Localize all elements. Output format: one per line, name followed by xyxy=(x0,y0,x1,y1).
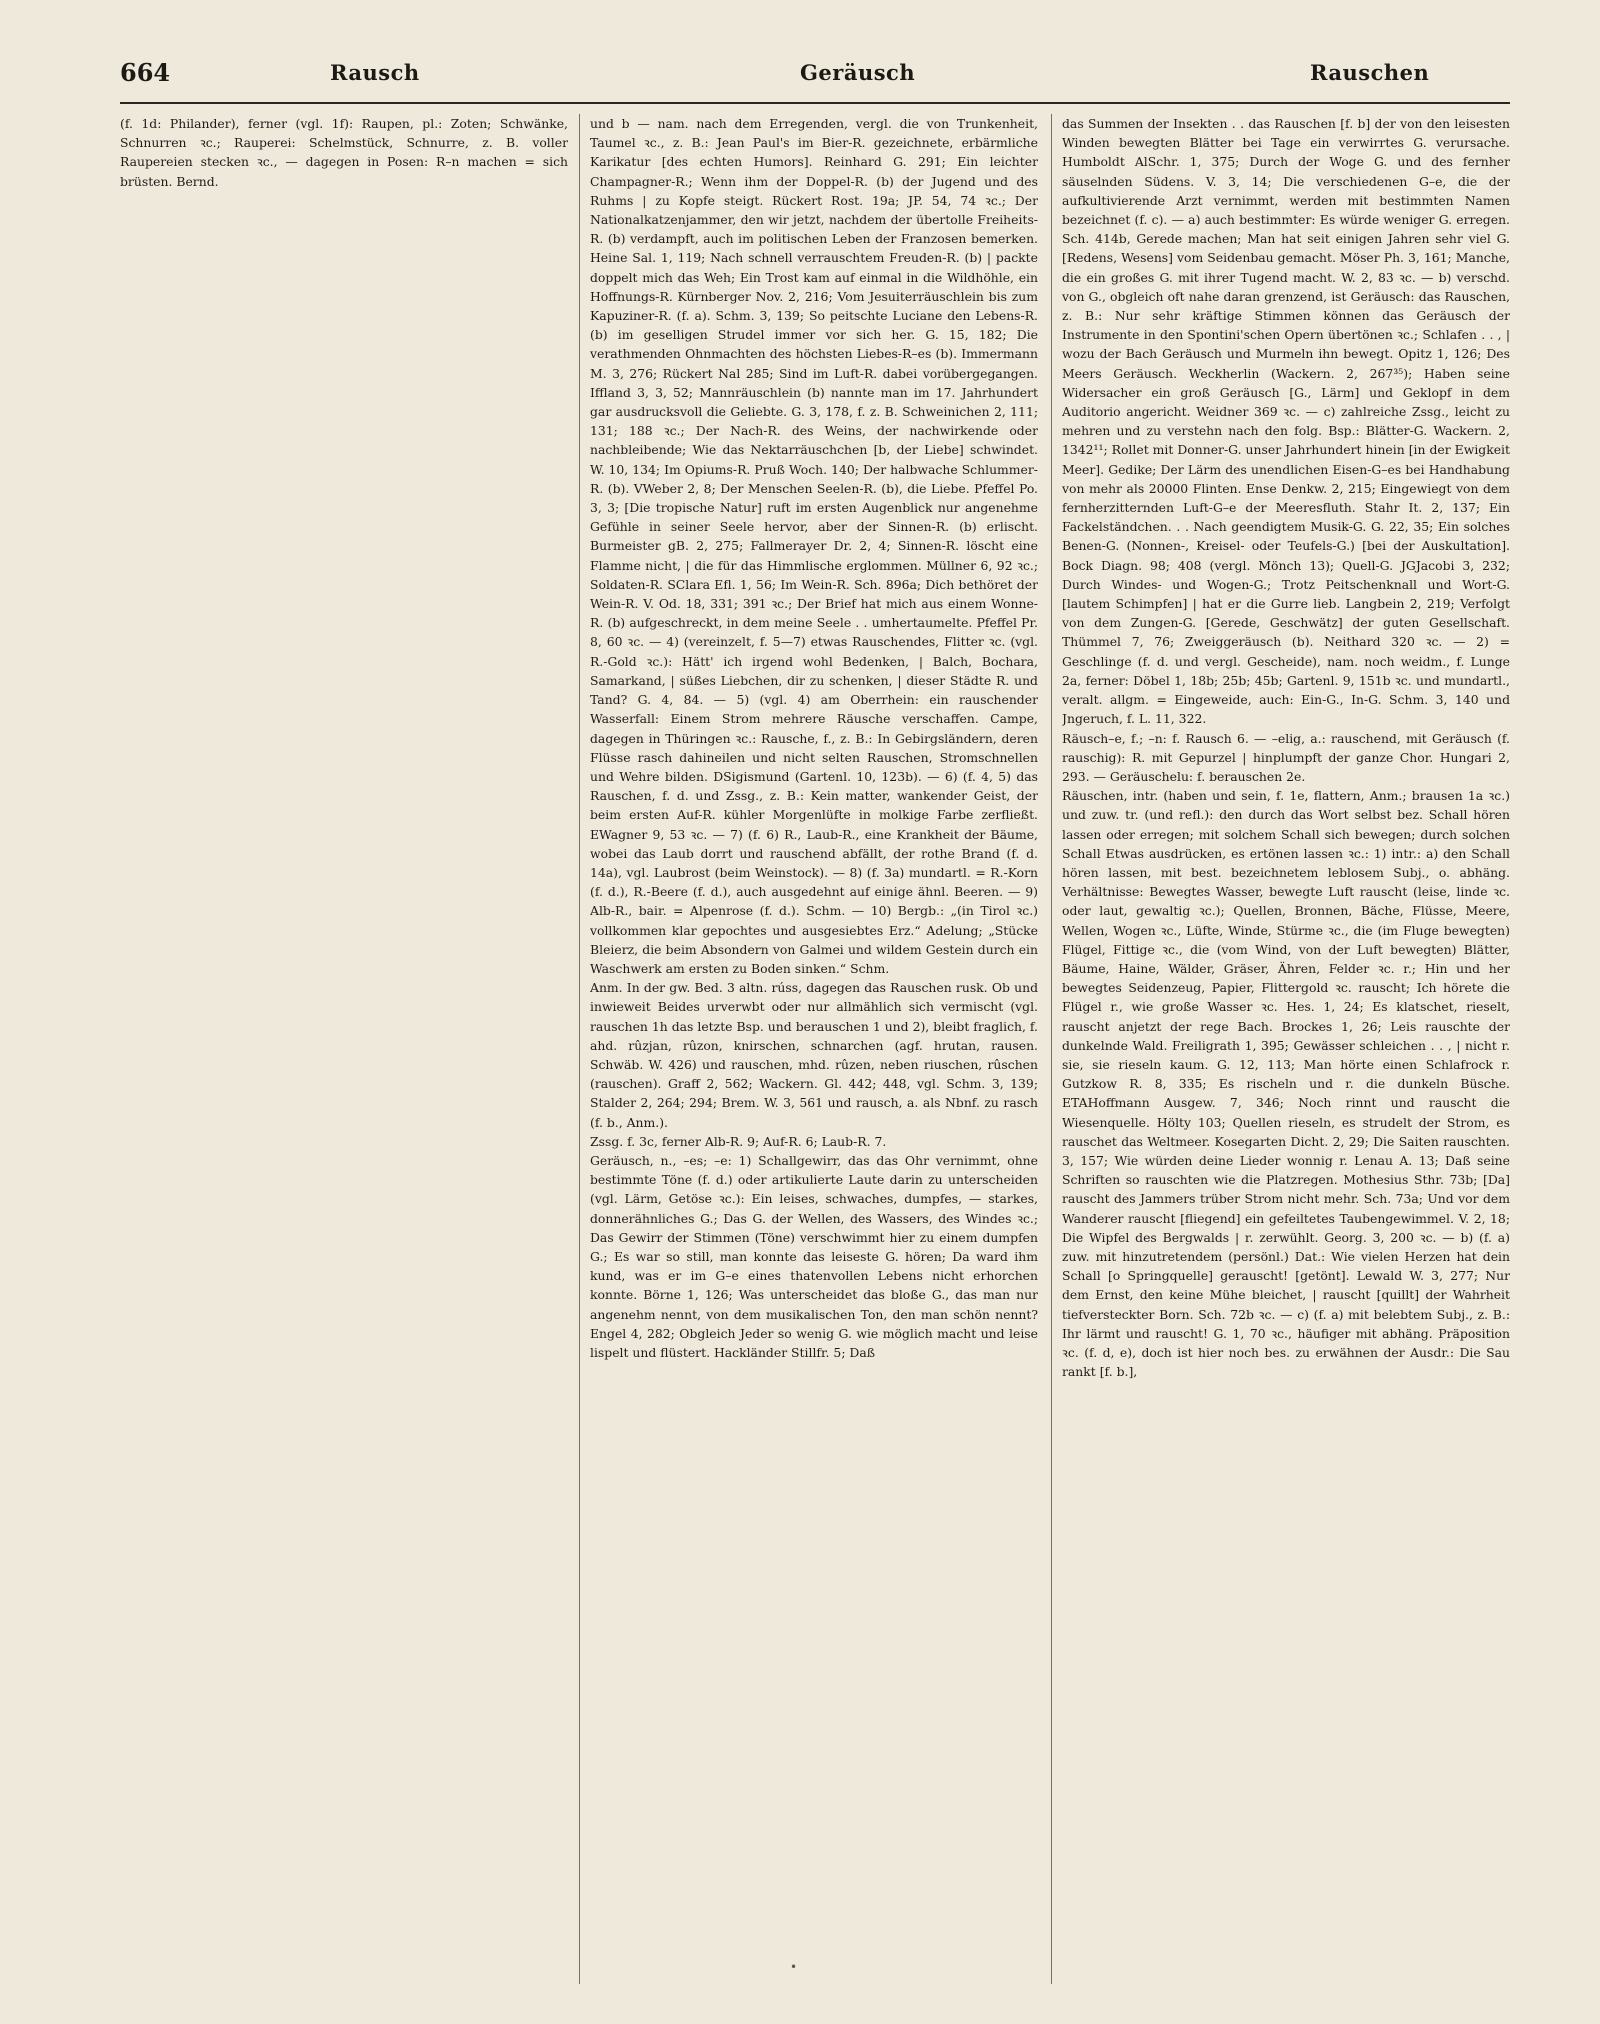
page-number: 664 xyxy=(120,58,171,87)
column-2-paragraph: Anm. In der gw. Bed. 3 altn. rúss, dagegen das Rauschen rusk. Ob und inwieweit Beides urverwbt oder nur allmählich sich vermischt (vgl. rauschen 1h das letzte Bsp. und berauschen 1 und 2), bleibt fraglich, f. ahd. rûzjan, rûzon, knirschen, schnarchen (agf. hrutan, rausen. Schwäb. W. 426) und rauschen, mhd. rûzen, neben riuschen, rûschen (rauschen). Graff 2, 562; Wackern. Gl. 442; 448, vgl. Schm. 3, 139; Stalder 2, 264; 294; Brem. W. 3, 561 und rausch, a. als Nbnf. zu rasch (f. b., Anm.). xyxy=(590,980,1038,1130)
running-head-right: Rauschen xyxy=(1310,60,1430,85)
column-3-paragraph: Räuschen, intr. (haben und sein, f. 1e, flattern, Anm.; brausen 1a ꝛc.) und zuw. tr. (und refl.): den durch das Wort selbst bez. Schall hören lassen oder erregen; mit solchem Schall sich bewegen; durch solchen Schall Etwas ausdrücken, es ertönen lassen ꝛc.: 1) intr.: a) den Schall hören lassen, mit best. bezeichnetem leblosem Subj., o. abhäng. Verhältnisse: Bewegtes Wasser, bewegte Luft rauscht (leise, linde ꝛc. oder laut, gewaltig ꝛc.); Quellen, Bronnen, Bäche, Flüsse, Meere, Wellen, Wogen ꝛc., Lüfte, Winde, Stürme ꝛc., die (im Fluge bewegten) Flügel, Fittige ꝛc., die (vom Wind, von der Luft bewegten) Blätter, Bäume, Haine, Wälder, Gräser, Ähren, Felder ꝛc. r.; Hin und her bewegtes Seidenzeug, Papier, Flittergold ꝛc. rauscht; Ich hörete die Flügel r., wie große Wasser ꝛc. Hes. 1, 24; Es klatschet, rieselt, rauscht anjetzt der rege Bach. Brockes 1, 26; Leis rauschte der dunkelnde Wald. Freiligrath 1, 395; Gewässer schleichen . . , | nicht r. sie, sie rieseln kaum. G. 12, 113; Man hörte einen Schlafrock r. Gutzkow R. 8, 335; Es rischeln und r. die dunkeln Büsche. ETAHoffmann Ausgew. 7, 346; Noch rinnt und rauscht die Wiesenquelle. Hölty 103; Quellen rieseln, es strudelt der Strom, es rauschet das Weltmeer. Kosegarten Dicht. 2, 29; Die Saiten rauschten. 3, 157; Wie würden deine Lieder wonnig r. Lenau A. 13; Daß seine Schriften so rauschten wie die Platzregen. Mothesius Sthr. 73b; [Da] rauscht des Jammers trüber Strom nicht mehr. Sch. 73a; Und vor dem Wanderer rauscht [fliegend] ein gefeiltetes Taubengewimmel. V. 2, 18; Die Wipfel des Bergwalds | r. zerwühlt. Georg. 3, 200 ꝛc. — b) (f. a) zuw. mit hinzutretendem (persönl.) Dat.: Wie vielen Herzen hat dein Schall [o Springquelle] gerauscht! [getönt]. Lewald W. 3, 277; Nur dem Ernst, den keine Mühe bleichet, | rauscht [quillt] der Wahrheit tiefversteckter Born. Sch. 72b ꝛc. — c) (f. a) mit belebtem Subj., z. B.: Ihr lärmt und rauscht! G. 1, 70 ꝛc., häufiger mit abhäng. Präposition ꝛc. (f. d, e), doch ist hier noch bes. zu erwähnen der Ausdr.: Die Sau rankt [f. b.], xyxy=(1062,788,1510,1380)
page-header xyxy=(120,54,1510,96)
column-1 xyxy=(120,114,568,1994)
running-head-left: Rausch xyxy=(330,60,420,85)
column-3 xyxy=(1062,114,1510,1994)
footer-mark: • xyxy=(790,1960,798,1974)
column-2-paragraph: und b — nam. nach dem Erregenden, vergl. die von Trunkenheit, Taumel ꝛc., z. B.: Jean Paul's im Bier-R. gezeichnete, erbärmliche Karikatur [des echten Humors]. Reinhard G. 291; Ein leichter Champagner-R.; Wenn ihm der Doppel-R. (b) der Jugend und des Ruhms | zu Kopfe steigt. Rückert Rost. 19a; JP. 54, 74 ꝛc.; Der Nationalkatzenjammer, den wir jetzt, nachdem der übertolle Freiheits-R. (b) verdampft, auch im politischen Leben der Franzosen bemerken. Heine Sal. 1, 119; Nach schnell verrauschtem Freuden-R. (b) | packte doppelt mich das Weh; Ein Trost kam auf einmal in die Wildhöhle, ein Hoffnungs-R. Kürnberger Nov. 2, 216; Vom Jesuiterräuschlein bis zum Kapuziner-R. (f. a). Schm. 3, 139; So peitschte Luciane den Lebens-R. (b) im geselligen Strudel immer vor sich her. G. 15, 182; Die verathmenden Ohnmachten des höchsten Liebes-R–es (b). Immermann M. 3, 276; Rückert Nal 285; Sind im Luft-R. dabei vorübergegangen. Iffland 3, 3, 52; Mannräuschlein (b) nannte man im 17. Jahrhundert gar ausdrucksvoll die Geliebte. G. 3, 178, f. z. B. Schweinichen 2, 111; 131; 188 ꝛc.; Der Nach-R. des Weins, der nachwirkende oder nachbleibende; Wie das Nektarräuschchen [b, der Liebe] schwindet. W. 10, 134; Im Opiums-R. Pruß Woch. 140; Der halbwache Schlummer-R. (b). VWeber 2, 8; Der Menschen Seelen-R. (b), die Liebe. Pfeffel Po. 3, 3; [Die tropische Natur] ruft im ersten Augenblick nur angenehme Gefühle in seiner Seele hervor, aber der Sinnen-R. (b) erlischt. Burmeister gB. 2, 275; Fallmerayer Dr. 2, 4; Sinnen-R. löscht eine Flamme nicht, | die für das Himmlische erglommen. Müllner 6, 92 ꝛc.; Soldaten-R. SClara Efl. 1, 56; Im Wein-R. Sch. 896a; Dich bethöret der Wein-R. V. Od. 18, 331; 391 ꝛc.; Der Brief hat mich aus einem Wonne-R. (b) aufgeschreckt, in dem meine Seele . . umhertaumelte. Pfeffel Pr. 8, 60 ꝛc. — 4) (vereinzelt, f. 5—7) etwas Rauschendes, Flitter ꝛc. (vgl. R.-Gold ꝛc.): Hätt' ich irgend wohl Bedenken, | Balch, Bochara, Samarkand, | süßes Liebchen, dir zu schenken, | dieser Städte R. und Tand? G. 4, 84. — 5) (vgl. 4) am Oberrhein: ein rauschender Wasserfall: Einem Strom mehrere Räusche verschaffen. Campe, dagegen in Thüringen ꝛc.: Rausche, f., z. B.: In Gebirgsländern, deren Flüsse rasch dahineilen und nicht selten Rauschen, Stromschnellen und Wehre bilden. DSigismund (Gartenl. 10, 123b). — 6) (f. 4, 5) das Rauschen, f. d. und Zssg., z. B.: Kein matter, wankender Geist, der beim ersten Auf-R. kühler Morgenlüfte in molkige Farbe zerfließt. EWagner 9, 53 ꝛc. — 7) (f. 6) R., Laub-R., eine Krankheit der Bäume, wobei das Laub dorrt und rauschend abfällt, der rothe Brand (f. d. 14a), vgl. Laubrost (beim Weinstock). — 8) (f. 3a) mundartl. = R.-Korn (f. d.), R.-Beere (f. d.), auch ausgedehnt auf einige ähnl. Beeren. — 9) Alb-R., bair. = Alpenrose (f. d.). Schm. — 10) Bergb.: „(in Tirol ꝛc.) vollkommen klar gepochtes und ausgesiebtes Erz.“ Adelung; „Stücke Bleierz, die beim Absondern von Galmei und wildem Gestein durch ein Waschwerk am ersten zu Boden sinken.“ Schm. xyxy=(590,116,1038,976)
column-3-paragraph: das Summen der Insekten . . das Rauschen [f. b] der von den leisesten Winden bewegten Blätter bei Tage ein verwirrtes G. verursache. Humboldt AlSchr. 1, 375; Durch der Woge G. und des fernher säuselnden Südens. V. 3, 14; Die verschiedenen G–e, die der aufkultivierende Arzt vernimmt, werden mit bestimmten Namen bezeichnet (f. c). — a) auch bestimmter: Es würde weniger G. erregen. Sch. 414b, Gerede machen; Man hat seit einigen Jahren sehr viel G. [Redens, Wesens] vom Seidenbau gemacht. Möser Ph. 3, 161; Manche, die ein großes G. mit ihrer Tugend macht. W. 2, 83 ꝛc. — b) verschd. von G., obgleich oft nahe daran grenzend, ist Geräusch: das Rauschen, z. B.: Nur sehr kräftige Stimmen können das Geräusch der Instrumente in den Spontini'schen Opern übertönen ꝛc.; Schlafen . . , | wozu der Bach Geräusch und Murmeln ihn bewegt. Opitz 1, 126; Des Meers Geräusch. Weckherlin (Wackern. 2, 267³⁵); Haben seine Widersacher ein groß Geräusch [G., Lärm] und Geklopf in dem Auditorio angericht. Weidner 369 ꝛc. — c) zahlreiche Zssg., leicht zu mehren und zu verstehn nach den folg. Bsp.: Blätter-G. Wackern. 2, 1342¹¹; Rollet mit Donner-G. unser Jahrhundert hinein [in der Ewigkeit Meer]. Gedike; Der Lärm des unendlichen Eisen-G–es bei Handhabung von mehr als 20000 Flinten. Ense Denkw. 2, 215; Eingewiegt von dem fernherzitternden Luft-G–e der Meeresfluth. Stahr It. 2, 137; Ein Fackelständchen. . . Nach geendigtem Musik-G. G. 22, 35; Ein solches Benen-G. (Nonnen-, Kreisel- oder Teufels-G.) [bei der Auskultation]. Bock Diagn. 98; 408 (vergl. Mönch 13); Quell-G. JGJacobi 3, 232; Durch Windes- und Wogen-G.; Trotz Peitschenknall und Wort-G. [lautem Schimpfen] | hat er die Gurre lieb. Langbein 2, 219; Verfolgt von dem Zungen-G. [Gerede, Geschwätz] der guten Gesellschaft. Thümmel 7, 76; Zweiggeräusch (b). Neithard 320 ꝛc. — 2) = Geschlinge (f. d. und vergl. Gescheide), nam. noch weidm., f. Lunge 2a, ferner: Döbel 1, 18b; 25b; 45b; Gartenl. 9, 151b ꝛc. und mundartl., veralt. allgm. = Eingeweide, auch: Ein-G., In-G. Schm. 3, 140 und Jngeruch, f. L. 11, 322. xyxy=(1062,116,1510,727)
column-1-paragraph: (f. 1d: Philander), ferner (vgl. 1f): Raupen, pl.: Zoten; Schwänke, Schnurren ꝛc.; Rauperei: Schelmstück, Schnurre, z. B. voller Raupereien stecken ꝛc., — dagegen in Posen: R–n machen = sich brüsten. Bernd. xyxy=(120,116,568,189)
header-rule xyxy=(120,102,1510,104)
text-columns xyxy=(120,114,1515,1994)
column-divider xyxy=(579,114,580,1984)
column-2 xyxy=(590,114,1038,1994)
column-3-paragraph: Räusch–e, f.; –n: f. Rausch 6. — –elig, a.: rauschend, mit Geräusch (f. rauschig): R. mit Gepurzel | hinplumpft der ganze Chor. Hungari 2, 293. — Geräuschelu: f. berauschen 2e. xyxy=(1062,730,1510,784)
column-2-paragraph: Zssg. f. 3c, ferner Alb-R. 9; Auf-R. 6; Laub-R. 7. xyxy=(590,1133,887,1149)
column-divider xyxy=(1051,114,1052,1984)
column-2-paragraph: Geräusch, n., –es; –e: 1) Schallgewirr, das das Ohr vernimmt, ohne bestimmte Töne (f. d.) oder artikulierte Laute darin zu unterscheiden (vgl. Lärm, Getöse ꝛc.): Ein leises, schwaches, dumpfes, — starkes, donnerähnliches G.; Das G. der Wellen, des Wassers, des Windes ꝛc.; Das Gewirr der Stimmen (Töne) verschwimmt hier zu einem dumpfen G.; Es war so still, man konnte das leiseste G. hören; Da ward ihm kund, was er im G–e eines thatenvollen Lebens nicht erhorchen konnte. Börne 1, 126; Was unterscheidet das bloße G., das man nur angenehm nennt, von dem musikalischen Ton, den man schön nennt? Engel 4, 282; Obgleich Jeder so wenig G. wie möglich macht und leise lispelt und flüstert. Hackländer Stillfr. 5; Daß xyxy=(590,1152,1038,1360)
running-head-center: Geräusch xyxy=(800,60,916,85)
